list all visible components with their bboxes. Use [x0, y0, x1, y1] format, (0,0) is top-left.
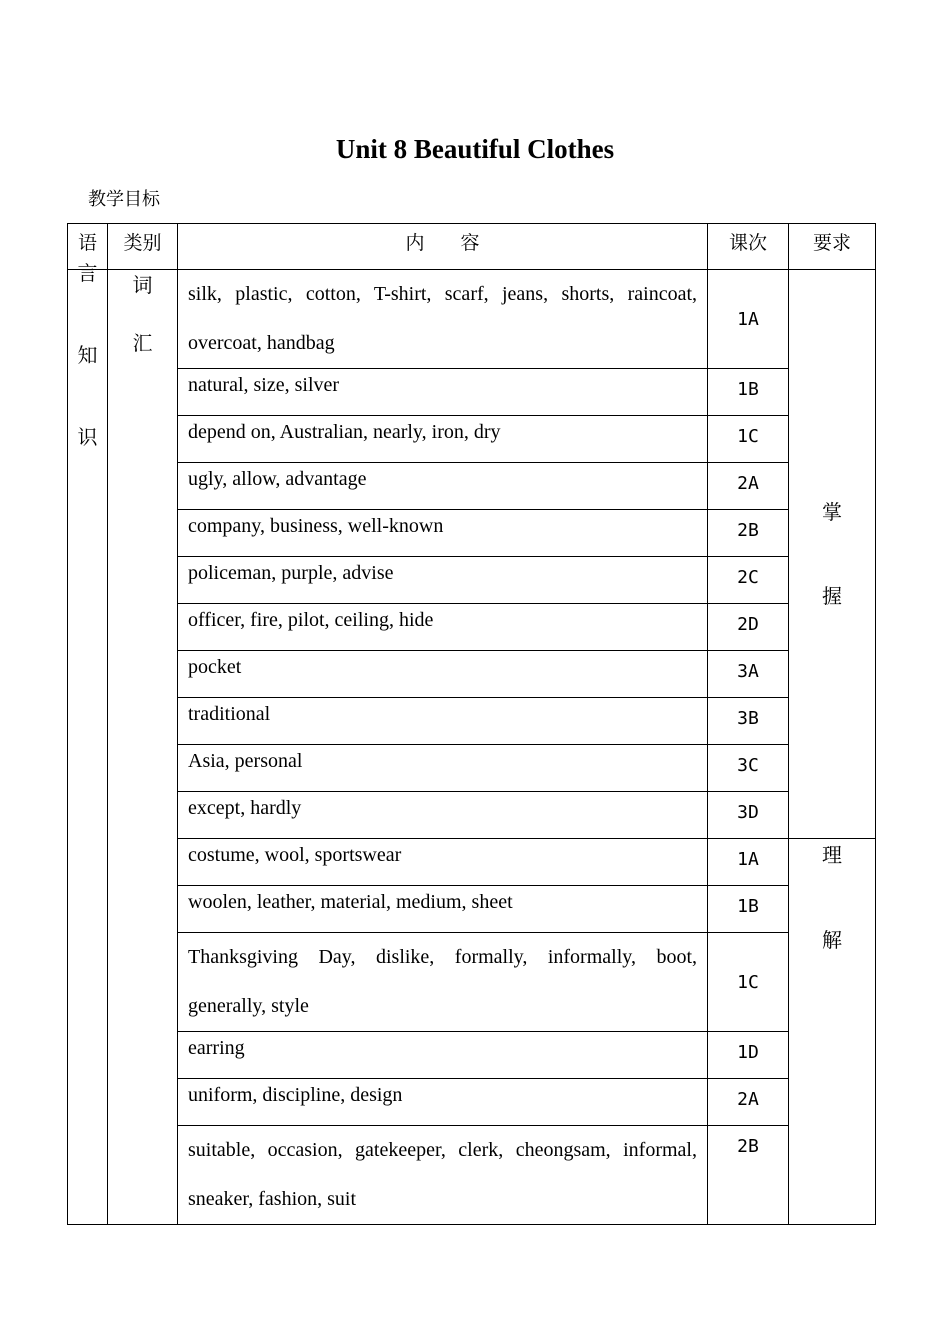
- content-cell: Asia, personal: [178, 745, 708, 792]
- section-subtitle: 教学目标: [88, 189, 160, 210]
- lesson-cell: 2A: [708, 1079, 789, 1126]
- content-cell: woolen, leather, material, medium, sheet: [178, 886, 708, 933]
- header-content: [178, 224, 708, 270]
- header-domain: 语: [68, 224, 108, 270]
- lesson-cell: 1C: [708, 416, 789, 463]
- domain-char-2: 知: [77, 343, 98, 367]
- content-cell: pocket: [178, 651, 708, 698]
- lesson-cell: 2A: [708, 463, 789, 510]
- table-row: [68, 604, 876, 651]
- category-char-1: 词: [132, 273, 153, 297]
- content-cell: traditional: [178, 698, 708, 745]
- category-cell: [108, 270, 178, 1225]
- table-row: [68, 698, 876, 745]
- header-requirement: 要求: [789, 224, 876, 270]
- requirement-cell-master: [789, 270, 876, 839]
- content-cell: natural, size, silver: [178, 369, 708, 416]
- lesson-cell: 2C: [708, 557, 789, 604]
- lesson-cell: 1D: [708, 1032, 789, 1079]
- lesson-cell: 1A: [708, 270, 789, 369]
- table-row: [68, 933, 876, 1032]
- content-cell: earring: [178, 1032, 708, 1079]
- table-row: [68, 510, 876, 557]
- header-content-char-2: 容: [460, 232, 480, 254]
- content-cell: silk, plastic, cotton, T-shirt, scarf, jeans, shorts, raincoat, overcoat, handbag: [178, 270, 708, 369]
- lesson-cell: 2B: [708, 510, 789, 557]
- document-title: Unit 8 Beautiful Clothes: [335, 134, 615, 164]
- header-category: 类别: [108, 224, 178, 270]
- lesson-cell: 3B: [708, 698, 789, 745]
- lesson-cell: 1B: [708, 369, 789, 416]
- table-row: [68, 1032, 876, 1079]
- table-row: [68, 886, 876, 933]
- table-row: [68, 416, 876, 463]
- requirement-char-2: 握: [822, 584, 842, 608]
- content-cell: policeman, purple, advise: [178, 557, 708, 604]
- requirement-cell-understand: [789, 839, 876, 1225]
- requirement-char-1: 理: [822, 843, 842, 867]
- content-cell: suitable, occasion, gatekeeper, clerk, cheongsam, informal, sneaker, fashion, suit: [178, 1126, 708, 1225]
- table-row: [68, 1079, 876, 1126]
- objectives-table: [67, 223, 876, 1225]
- header-lesson: 课次: [708, 224, 789, 270]
- table-row: [68, 557, 876, 604]
- requirement-char-1: 掌: [822, 500, 842, 524]
- content-cell: company, business, well-known: [178, 510, 708, 557]
- domain-char-3: 识: [77, 425, 98, 449]
- table-row: [68, 839, 876, 886]
- lesson-cell: 2D: [708, 604, 789, 651]
- lesson-cell: 3A: [708, 651, 789, 698]
- lesson-cell: 3C: [708, 745, 789, 792]
- table-row: [68, 369, 876, 416]
- table-row: [68, 792, 876, 839]
- lesson-cell: 1B: [708, 886, 789, 933]
- requirement-char-2: 解: [822, 928, 842, 952]
- lesson-cell: 1A: [708, 839, 789, 886]
- content-cell: officer, fire, pilot, ceiling, hide: [178, 604, 708, 651]
- table-row: [68, 1126, 876, 1225]
- content-cell: depend on, Australian, nearly, iron, dry: [178, 416, 708, 463]
- lesson-cell: 2B: [708, 1126, 789, 1225]
- table-row: [68, 463, 876, 510]
- content-cell: uniform, discipline, design: [178, 1079, 708, 1126]
- domain-cell: [68, 261, 108, 1225]
- domain-char-1: 言: [77, 261, 98, 285]
- content-cell: Thanksgiving Day, dislike, formally, informally, boot, generally, style: [178, 933, 708, 1032]
- table-row: [68, 270, 876, 369]
- table-header-row: [68, 224, 876, 270]
- lesson-cell: 3D: [708, 792, 789, 839]
- table-row: [68, 745, 876, 792]
- table-row: [68, 651, 876, 698]
- category-char-2: 汇: [132, 331, 153, 355]
- header-content-char-1: 内: [405, 232, 425, 254]
- lesson-cell: 1C: [708, 933, 789, 1032]
- content-cell: ugly, allow, advantage: [178, 463, 708, 510]
- content-cell: except, hardly: [178, 792, 708, 839]
- content-cell: costume, wool, sportswear: [178, 839, 708, 886]
